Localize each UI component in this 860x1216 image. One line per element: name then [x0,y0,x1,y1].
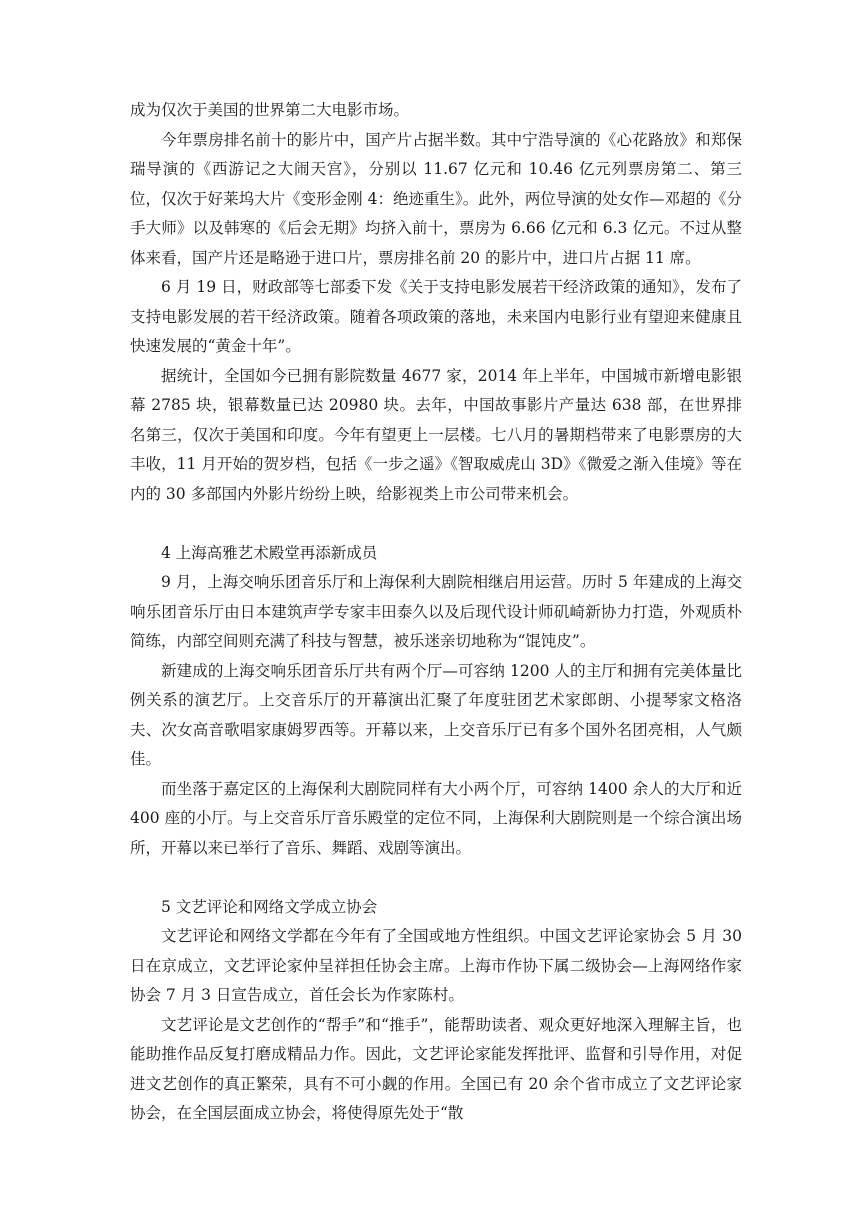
paragraph-associations-founded: 文艺评论和网络文学都在今年有了全国或地方性组织。中国文艺评论家协会 5 月 30 日在京成立，文艺评论家仲呈祥担任协会主席。上海市作协下属二级协会—上海网络作家协会 7 月 3 日宣告成立，首任会长为作家陈村。 [130,927,742,1004]
paragraph-film-policy: 6 月 19 日，财政部等七部委下发《关于支持电影发展若干经济政策的通知》，发布了支持电影发展的若干经济政策。随着各项政策的落地，未来国内电影行业有望迎来健康且快速发展的“黄金十年”。 [130,278,742,355]
paragraph-film-market: 成为仅次于美国的世界第二大电影市场。 [130,101,410,119]
paragraph-concert-hall-opening: 9 月，上海交响乐团音乐厅和上海保利大剧院相继启用运营。历时 5 年建成的上海交响乐团音乐厅由日本建筑声学专家丰田泰久以及后现代设计师矶崎新协力打造，外观质朴简练，内部空间则充满了科技与智慧，被乐迷亲切地称为“馄饨皮”。 [130,573,742,650]
section-heading-5: 5 文艺评论和网络文学成立协会 [161,897,378,916]
paragraph-box-office-ranking: 今年票房排名前十的影片中，国产片占据半数。其中宁浩导演的《心花路放》和郑保瑞导演的《西游记之大闹天宫》，分别以 11.67 亿元和 10.46 亿元列票房第二、第三位，仅次于好莱坞大片《变形金刚 4：绝迹重生》。此外，两位导演的处女作—邓超的《分手大师》以及韩寒的《后会无期》均挤入前十，票房为 6.66 亿元和 6.3 亿元。不过从整体来看，国产片还是略逊于进口片，票房排名前 20 的影片中，进口片占据 11 席。 [130,130,742,267]
paragraph-concert-hall-details: 新建成的上海交响乐团音乐厅共有两个厅—可容纳 1200 人的主厅和拥有完美体量比例关系的演艺厅。上交音乐厅的开幕演出汇聚了年度驻团艺术家郎朗、小提琴家文格洛夫、次女高音歌唱家康姆罗西等。开幕以来，上交音乐厅已有多个国外名团亮相，人气颇佳。 [130,661,742,768]
paragraph-literary-criticism: 文艺评论是文艺创作的“帮手”和“推手”，能帮助读者、观众更好地深入理解主旨，也能助推作品反复打磨成精品力作。因此，文艺评论家能发挥批评、监督和引导作用，对促进文艺创作的真正繁荣，具有不可小觑的作用。全国已有 20 余个省市成立了文艺评论家协会，在全国层面成立协会，将使得原先处于“散 [130,1015,742,1122]
section-heading-4: 4 上海高雅艺术殿堂再添新成员 [161,543,378,562]
document-page [130,96,742,1129]
paragraph-cinema-statistics: 据统计，全国如今已拥有影院数量 4677 家，2014 年上半年，中国城市新增电影银幕 2785 块，银幕数量已达 20980 块。去年，中国故事影片产量达 638 部，在世界排名第三，仅次于美国和印度。今年有望更上一层楼。七八月的暑期档带来了电影票房的大丰收，11 月开始的贺岁档，包括《一步之遥》《智取威虎山 3D》《微爱之渐入佳境》等在内的 30 多部国内外影片纷纷上映，给影视类上市公司带来机会。 [130,366,742,503]
paragraph-poly-theatre: 而坐落于嘉定区的上海保利大剧院同样有大小两个厅，可容纳 1400 余人的大厅和近 400 座的小厅。与上交音乐厅音乐殿堂的定位不同，上海保利大剧院则是一个综合演出场所，开幕以来已举行了音乐、舞蹈、戏剧等演出。 [130,779,742,857]
